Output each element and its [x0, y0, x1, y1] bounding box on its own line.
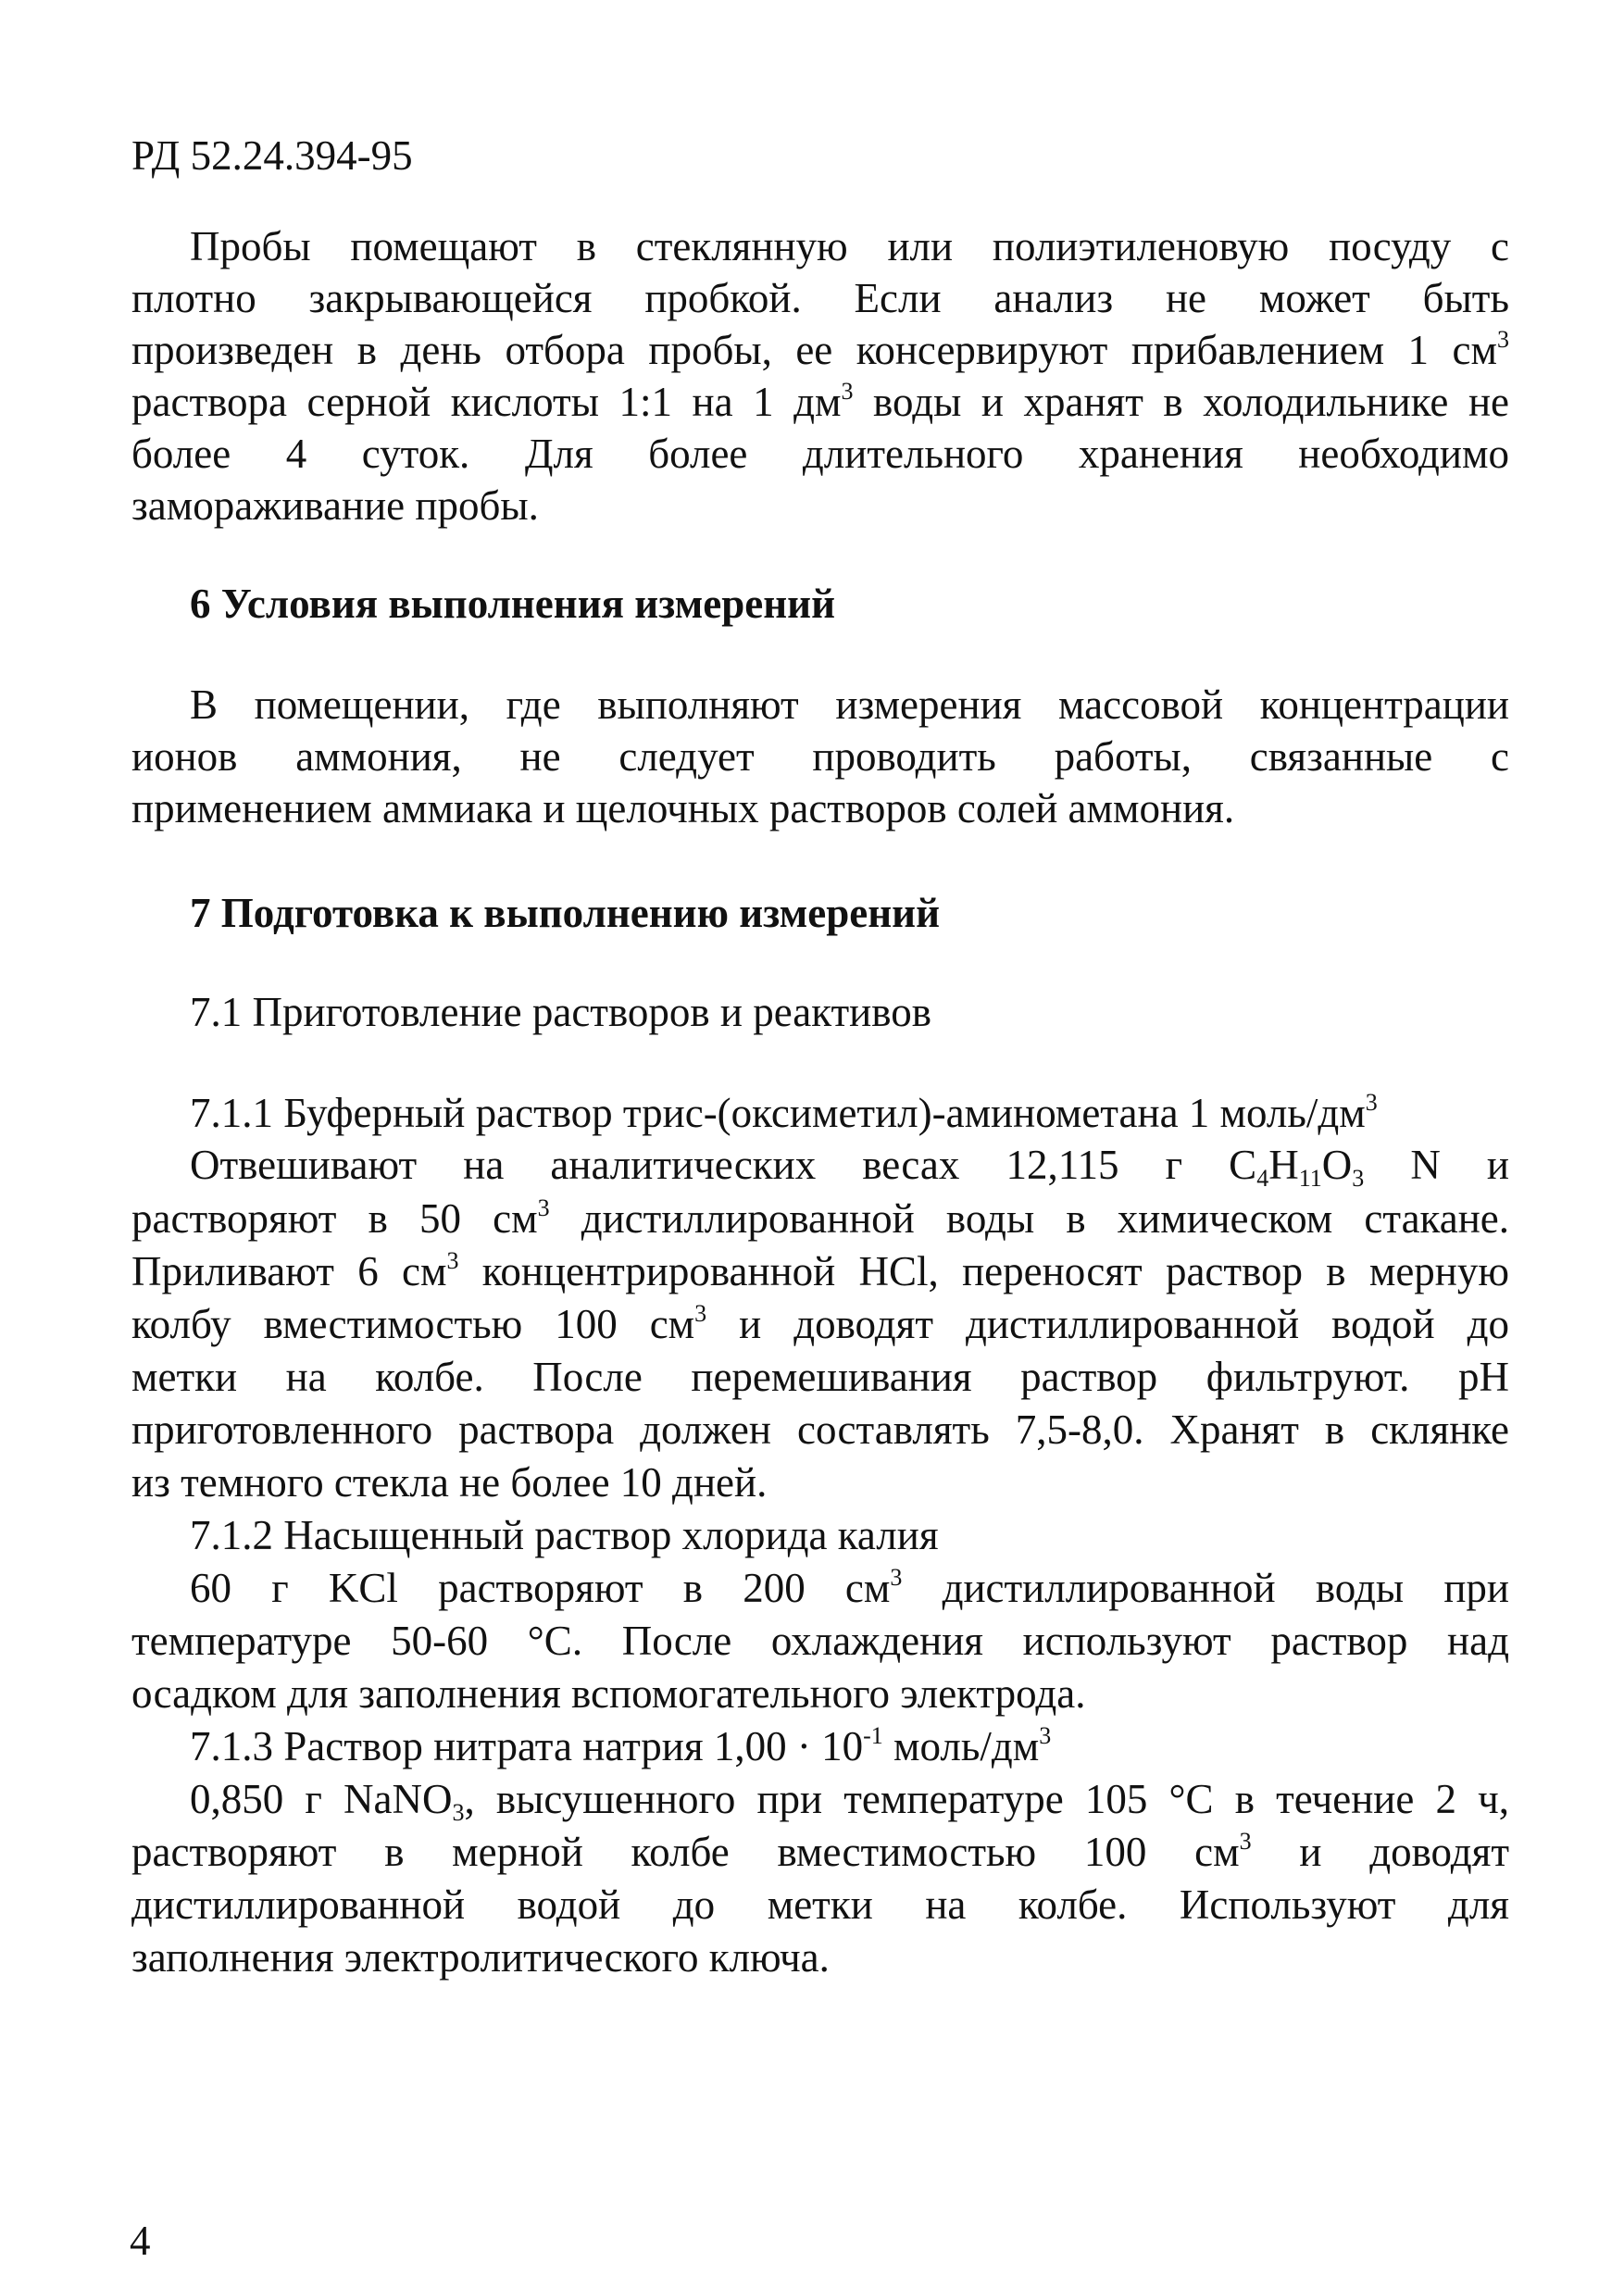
paragraph-line: 0,850 г NaNO$_3$, высушенного при температуре 105 °С в течение 2 ч,: [190, 1776, 1509, 1826]
section-heading: 6 Условия выполнения измерений: [190, 581, 835, 627]
paragraph-line: осадком для заполнения вспомогательного электрода.: [131, 1670, 1086, 1717]
paragraph-line: более 4 суток. Для более длительного хранения необходимо: [131, 431, 1509, 477]
paragraph-line: заполнения электролитического ключа.: [131, 1934, 830, 1981]
paragraph-line: раствора серной кислоты 1:1 на 1 $дм^3$ воды и хранят в холодильнике не: [131, 378, 1509, 425]
paragraph-line: В помещении, где выполняют измерения массовой концентрации: [190, 681, 1509, 728]
page-number: 4: [130, 2218, 151, 2264]
paragraph-line: Приливают 6 $см^3$ концентрированной HCl, переносят раствор в мерную: [131, 1247, 1510, 1294]
paragraph-line: Пробы помещают в стеклянную или полиэтиленовую посуду с: [190, 223, 1509, 269]
paragraph-line: метки на колбе. После перемешивания раствор фильтруют. pH: [131, 1354, 1509, 1400]
item-heading: 7.1.2 Насыщенный раствор хлорида калия: [190, 1512, 939, 1558]
paragraph-line: температуре 50-60 °С. После охлаждения используют раствор над: [131, 1618, 1509, 1664]
paragraph-line: Отвешивают на аналитических весах 12,115 г $C_4H_{11}O_3$ N и: [190, 1142, 1509, 1192]
paragraph-line: из темного стекла не более 10 дней.: [131, 1459, 768, 1506]
paragraph-line: приготовленного раствора должен составлять 7,5-8,0. Хранят в склянке: [131, 1406, 1509, 1453]
paragraph-line: дистиллированной водой до метки на колбе. Используют для: [131, 1881, 1509, 1928]
paragraph-line: применением аммиака и щелочных растворов солей аммония.: [131, 785, 1235, 831]
paragraph-line: растворяют в 50 $см^3$ дистиллированной воды в химическом стакане.: [131, 1194, 1510, 1242]
item-heading: 7.1.3 Раствор нитрата натрия $1,00 \cdot 10^{-1}$ моль/$дм^3$: [190, 1722, 1052, 1769]
item-heading: 7.1.1 Буферный раствор трис-(оксиметил)-аминометана 1 моль/$дм^3$: [190, 1089, 1378, 1136]
paragraph-line: произведен в день отбора пробы, ее консервируют прибавлением 1 $см^3$: [131, 326, 1509, 373]
paragraph-line: ионов аммония, не следует проводить работы, связанные с: [131, 733, 1509, 780]
paragraph-line: плотно закрывающейся пробкой. Если анализ не может быть: [131, 275, 1509, 321]
section-heading: 7 Подготовка к выполнению измерений: [190, 890, 940, 936]
paragraph-line: замораживание пробы.: [131, 482, 539, 529]
paragraph-line: 60 г KCl растворяют в 200 $см^3$ дистиллированной воды при: [190, 1564, 1509, 1611]
paragraph-line: растворяют в мерной колбе вместимостью 100 $см^3$ и доводят: [131, 1828, 1509, 1875]
paragraph-line: колбу вместимостью 100 $см^3$ и доводят дистиллированной водой до: [131, 1300, 1510, 1347]
document-code: РД 52.24.394-95: [131, 132, 413, 179]
subsection-heading: 7.1 Приготовление растворов и реактивов: [190, 989, 931, 1035]
